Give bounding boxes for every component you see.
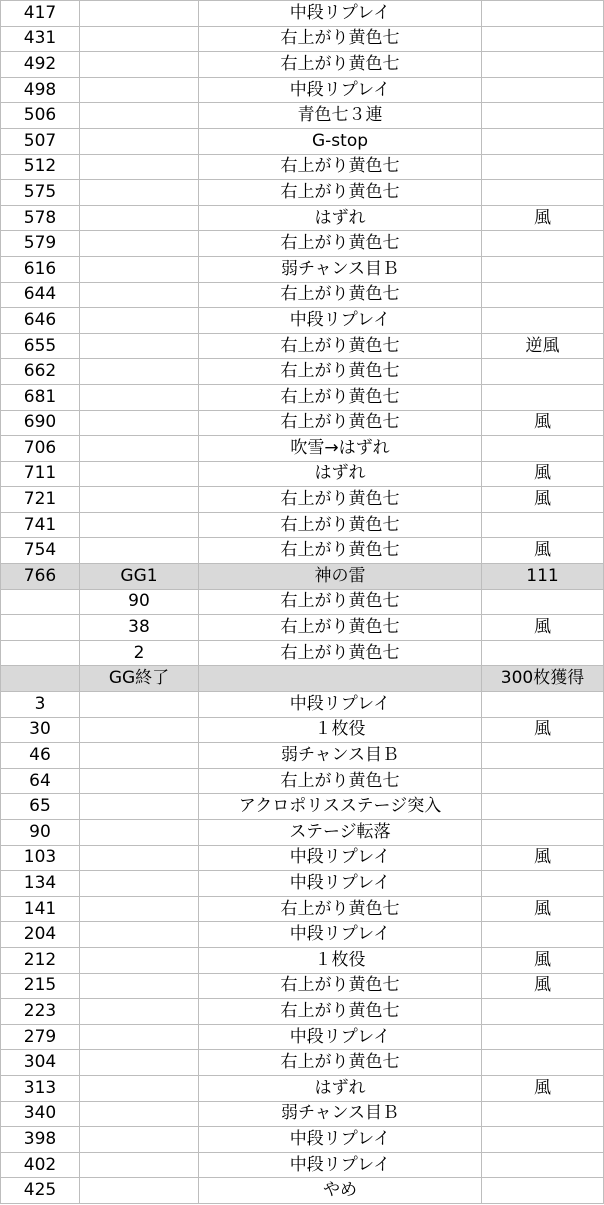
table-row — [1, 333, 604, 359]
event-cell: 右上がり黄色七 — [199, 538, 482, 564]
spin-count-cell: 690 — [1, 410, 80, 436]
event-cell: 中段リプレイ — [199, 1152, 482, 1178]
gg-count-cell — [80, 333, 199, 359]
spin-count-cell: 711 — [1, 461, 80, 487]
spin-count-cell: 204 — [1, 922, 80, 948]
spin-count-cell: 212 — [1, 947, 80, 973]
note-cell: 風 — [482, 538, 604, 564]
table-row — [1, 1178, 604, 1204]
table-row — [1, 205, 604, 231]
note-cell: 風 — [482, 461, 604, 487]
event-cell: 右上がり黄色七 — [199, 615, 482, 641]
gg-count-cell — [80, 538, 199, 564]
spin-count-cell: 721 — [1, 487, 80, 513]
note-cell — [482, 103, 604, 129]
table-row — [1, 820, 604, 846]
table-row — [1, 896, 604, 922]
note-cell — [482, 999, 604, 1025]
event-cell: はずれ — [199, 461, 482, 487]
spin-count-cell: 425 — [1, 1178, 80, 1204]
event-cell: G-stop — [199, 128, 482, 154]
table-row — [1, 103, 604, 129]
table-row — [1, 231, 604, 257]
note-cell — [482, 26, 604, 52]
gg-count-cell — [80, 1152, 199, 1178]
spin-count-cell: 402 — [1, 1152, 80, 1178]
table-row — [1, 615, 604, 641]
note-cell — [482, 692, 604, 718]
gg-count-cell — [80, 308, 199, 334]
event-cell: 弱チャンス目Ｂ — [199, 743, 482, 769]
note-cell: 風 — [482, 717, 604, 743]
event-cell: 右上がり黄色七 — [199, 231, 482, 257]
gg-count-cell: 2 — [80, 640, 199, 666]
table-row — [1, 538, 604, 564]
table-row — [1, 692, 604, 718]
gg-count-cell — [80, 717, 199, 743]
table-row — [1, 717, 604, 743]
event-cell: アクロポリスステージ突入 — [199, 794, 482, 820]
event-cell: 右上がり黄色七 — [199, 180, 482, 206]
event-cell: 右上がり黄色七 — [199, 1050, 482, 1076]
event-cell: ステージ転落 — [199, 820, 482, 846]
note-cell — [482, 871, 604, 897]
table-row — [1, 26, 604, 52]
gg-count-cell: 38 — [80, 615, 199, 641]
gg-count-cell — [80, 794, 199, 820]
spin-count-cell: 223 — [1, 999, 80, 1025]
note-cell — [482, 436, 604, 462]
event-cell: 中段リプレイ — [199, 1127, 482, 1153]
note-cell — [482, 231, 604, 257]
table-row — [1, 794, 604, 820]
gg-count-cell — [80, 1127, 199, 1153]
note-cell — [482, 794, 604, 820]
gg-count-cell — [80, 896, 199, 922]
spin-count-cell: 646 — [1, 308, 80, 334]
gg-count-cell — [80, 128, 199, 154]
gg-count-cell — [80, 999, 199, 1025]
note-cell: 111 — [482, 564, 604, 590]
table-row — [1, 1127, 604, 1153]
note-cell — [482, 589, 604, 615]
spin-count-cell: 492 — [1, 52, 80, 78]
spin-count-cell: 575 — [1, 180, 80, 206]
gg-count-cell — [80, 103, 199, 129]
note-cell — [482, 640, 604, 666]
spin-count-cell: 766 — [1, 564, 80, 590]
note-cell — [482, 384, 604, 410]
gg-count-cell — [80, 820, 199, 846]
spin-count-cell: 507 — [1, 128, 80, 154]
table-row — [1, 589, 604, 615]
event-cell: 右上がり黄色七 — [199, 154, 482, 180]
table-row — [1, 154, 604, 180]
event-cell: はずれ — [199, 1075, 482, 1101]
spin-count-cell: 662 — [1, 359, 80, 385]
note-cell: 風 — [482, 896, 604, 922]
gg-count-cell — [80, 282, 199, 308]
spin-count-cell: 30 — [1, 717, 80, 743]
game-log-body — [1, 1, 604, 1204]
note-cell: 300枚獲得 — [482, 666, 604, 692]
table-row — [1, 384, 604, 410]
spin-count-cell: 655 — [1, 333, 80, 359]
table-row — [1, 973, 604, 999]
table-row — [1, 947, 604, 973]
spin-count-cell: 579 — [1, 231, 80, 257]
event-cell: 吹雪→はずれ — [199, 436, 482, 462]
note-cell — [482, 256, 604, 282]
event-cell: １枚役 — [199, 947, 482, 973]
note-cell — [482, 308, 604, 334]
gg-count-cell — [80, 692, 199, 718]
note-cell: 風 — [482, 947, 604, 973]
note-cell — [482, 52, 604, 78]
note-cell — [482, 77, 604, 103]
note-cell: 風 — [482, 845, 604, 871]
note-cell — [482, 180, 604, 206]
spin-count-cell: 681 — [1, 384, 80, 410]
gg-count-cell — [80, 436, 199, 462]
event-cell: 中段リプレイ — [199, 922, 482, 948]
note-cell — [482, 768, 604, 794]
table-row — [1, 410, 604, 436]
table-row — [1, 512, 604, 538]
gg-count-cell — [80, 180, 199, 206]
gg-count-cell: GG終了 — [80, 666, 199, 692]
spin-count-cell: 398 — [1, 1127, 80, 1153]
note-cell — [482, 1178, 604, 1204]
event-cell: 右上がり黄色七 — [199, 487, 482, 513]
highlighted-table-row — [1, 564, 604, 590]
gg-count-cell — [80, 384, 199, 410]
gg-count-cell — [80, 1101, 199, 1127]
table-row — [1, 282, 604, 308]
gg-count-cell — [80, 871, 199, 897]
gg-count-cell: 90 — [80, 589, 199, 615]
table-row — [1, 1050, 604, 1076]
spin-count-cell: 706 — [1, 436, 80, 462]
event-cell: 右上がり黄色七 — [199, 282, 482, 308]
gg-count-cell — [80, 973, 199, 999]
table-row — [1, 52, 604, 78]
spin-count-cell: 340 — [1, 1101, 80, 1127]
note-cell: 風 — [482, 1075, 604, 1101]
event-cell: 中段リプレイ — [199, 1024, 482, 1050]
event-cell: 右上がり黄色七 — [199, 333, 482, 359]
note-cell — [482, 1024, 604, 1050]
spin-count-cell: 616 — [1, 256, 80, 282]
note-cell — [482, 512, 604, 538]
note-cell: 逆風 — [482, 333, 604, 359]
table-row — [1, 1152, 604, 1178]
event-cell: 中段リプレイ — [199, 77, 482, 103]
event-cell: 弱チャンス目Ｂ — [199, 256, 482, 282]
gg-count-cell — [80, 1050, 199, 1076]
table-row — [1, 77, 604, 103]
table-row — [1, 487, 604, 513]
gg-count-cell — [80, 947, 199, 973]
gg-count-cell — [80, 1075, 199, 1101]
event-cell: 青色七３連 — [199, 103, 482, 129]
event-cell: １枚役 — [199, 717, 482, 743]
gg-count-cell: GG1 — [80, 564, 199, 590]
gg-count-cell — [80, 1, 199, 27]
spin-count-cell: 512 — [1, 154, 80, 180]
table-row — [1, 845, 604, 871]
spin-count-cell: 431 — [1, 26, 80, 52]
table-row — [1, 128, 604, 154]
gg-count-cell — [80, 512, 199, 538]
gg-count-cell — [80, 231, 199, 257]
note-cell — [482, 1101, 604, 1127]
spin-count-cell: 46 — [1, 743, 80, 769]
event-cell: 右上がり黄色七 — [199, 768, 482, 794]
spin-count-cell: 134 — [1, 871, 80, 897]
spin-count-cell: 754 — [1, 538, 80, 564]
note-cell: 風 — [482, 615, 604, 641]
note-cell: 風 — [482, 410, 604, 436]
event-cell: 中段リプレイ — [199, 692, 482, 718]
table-row — [1, 180, 604, 206]
spin-count-cell — [1, 589, 80, 615]
note-cell — [482, 1127, 604, 1153]
spin-count-cell: 741 — [1, 512, 80, 538]
event-cell: 右上がり黄色七 — [199, 512, 482, 538]
spin-count-cell: 498 — [1, 77, 80, 103]
gg-count-cell — [80, 1024, 199, 1050]
event-cell: 中段リプレイ — [199, 308, 482, 334]
event-cell: 右上がり黄色七 — [199, 589, 482, 615]
note-cell — [482, 1050, 604, 1076]
event-cell: 右上がり黄色七 — [199, 384, 482, 410]
table-row — [1, 1075, 604, 1101]
event-cell: 右上がり黄色七 — [199, 999, 482, 1025]
gg-count-cell — [80, 154, 199, 180]
event-cell: 中段リプレイ — [199, 845, 482, 871]
gg-count-cell — [80, 77, 199, 103]
spin-count-cell: 3 — [1, 692, 80, 718]
spin-count-cell: 644 — [1, 282, 80, 308]
event-cell: 右上がり黄色七 — [199, 410, 482, 436]
spin-count-cell: 417 — [1, 1, 80, 27]
table-row — [1, 999, 604, 1025]
table-row — [1, 871, 604, 897]
table-row — [1, 256, 604, 282]
table-row — [1, 359, 604, 385]
note-cell — [482, 1152, 604, 1178]
note-cell — [482, 154, 604, 180]
event-cell: 神の雷 — [199, 564, 482, 590]
event-cell: 弱チャンス目Ｂ — [199, 1101, 482, 1127]
gg-count-cell — [80, 410, 199, 436]
spin-count-cell — [1, 640, 80, 666]
note-cell: 風 — [482, 487, 604, 513]
spin-count-cell: 506 — [1, 103, 80, 129]
spin-count-cell: 65 — [1, 794, 80, 820]
highlighted-table-row — [1, 666, 604, 692]
event-cell: 右上がり黄色七 — [199, 52, 482, 78]
note-cell — [482, 820, 604, 846]
gg-count-cell — [80, 26, 199, 52]
note-cell — [482, 359, 604, 385]
table-row — [1, 768, 604, 794]
gg-count-cell — [80, 359, 199, 385]
event-cell: 右上がり黄色七 — [199, 359, 482, 385]
spin-count-cell: 578 — [1, 205, 80, 231]
gg-count-cell — [80, 922, 199, 948]
event-cell: はずれ — [199, 205, 482, 231]
table-row — [1, 743, 604, 769]
note-cell — [482, 743, 604, 769]
event-cell: 右上がり黄色七 — [199, 896, 482, 922]
event-cell — [199, 666, 482, 692]
gg-count-cell — [80, 768, 199, 794]
event-cell: 中段リプレイ — [199, 1, 482, 27]
spin-count-cell — [1, 666, 80, 692]
event-cell: やめ — [199, 1178, 482, 1204]
note-cell — [482, 282, 604, 308]
note-cell — [482, 1, 604, 27]
event-cell: 右上がり黄色七 — [199, 973, 482, 999]
gg-count-cell — [80, 256, 199, 282]
table-row — [1, 461, 604, 487]
gg-count-cell — [80, 845, 199, 871]
spin-count-cell — [1, 615, 80, 641]
event-cell: 右上がり黄色七 — [199, 26, 482, 52]
spin-count-cell: 215 — [1, 973, 80, 999]
gg-count-cell — [80, 743, 199, 769]
table-row — [1, 922, 604, 948]
note-cell — [482, 922, 604, 948]
note-cell — [482, 128, 604, 154]
spin-count-cell: 304 — [1, 1050, 80, 1076]
event-cell: 右上がり黄色七 — [199, 640, 482, 666]
spin-count-cell: 103 — [1, 845, 80, 871]
spin-count-cell: 313 — [1, 1075, 80, 1101]
spin-count-cell: 279 — [1, 1024, 80, 1050]
table-row — [1, 1024, 604, 1050]
note-cell: 風 — [482, 205, 604, 231]
spin-count-cell: 141 — [1, 896, 80, 922]
gg-count-cell — [80, 487, 199, 513]
gg-count-cell — [80, 1178, 199, 1204]
table-row — [1, 640, 604, 666]
table-row — [1, 308, 604, 334]
table-row — [1, 1101, 604, 1127]
event-cell: 中段リプレイ — [199, 871, 482, 897]
gg-count-cell — [80, 205, 199, 231]
gg-count-cell — [80, 461, 199, 487]
table-row — [1, 1, 604, 27]
spin-count-cell: 90 — [1, 820, 80, 846]
table-row — [1, 436, 604, 462]
gg-count-cell — [80, 52, 199, 78]
note-cell: 風 — [482, 973, 604, 999]
spin-count-cell: 64 — [1, 768, 80, 794]
